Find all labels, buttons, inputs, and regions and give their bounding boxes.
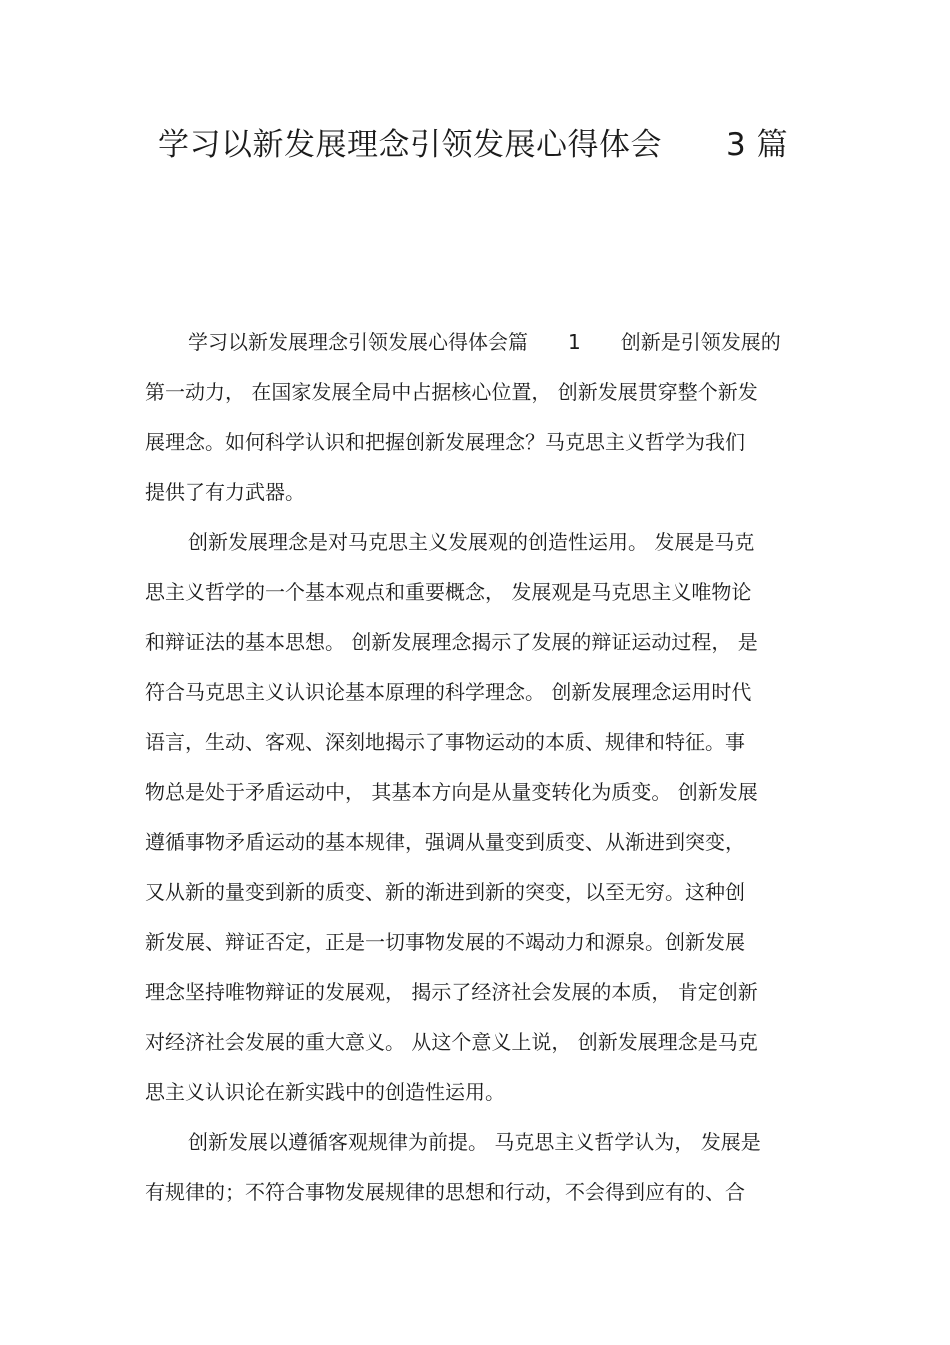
title-count-text: 3 篇 — [726, 127, 789, 163]
body-text-line: 符合马克思主义认识论基本原理的科学理念。 创新发展理念运用时代 — [145, 680, 752, 704]
body-text-line: 学习以新发展理念引领发展心得体会篇 1 创新是引领发展的 — [188, 330, 781, 354]
document-body — [145, 322, 810, 1222]
body-text-line: 思主义哲学的一个基本观点和重要概念， 发展观是马克思主义唯物论 — [145, 580, 752, 604]
body-text-line: 物总是处于矛盾运动中， 其基本方向是从量变转化为质变。 创新发展 — [145, 780, 758, 804]
body-text-line: 语言，生动、客观、深刻地揭示了事物运动的本质、规律和特征。事 — [145, 730, 745, 754]
body-text-line: 有规律的；不符合事物发展规律的思想和行动，不会得到应有的、合 — [145, 1180, 745, 1204]
body-text-line: 理念坚持唯物辩证的发展观， 揭示了经济社会发展的本质， 肯定创新 — [145, 980, 758, 1004]
body-text-line: 新发展、辩证否定，正是一切事物发展的不竭动力和源泉。创新发展 — [145, 930, 745, 954]
title-main-text: 学习以新发展理念引领发展心得体会 — [158, 127, 662, 163]
body-text-line: 和辩证法的基本思想。 创新发展理念揭示了发展的辩证运动过程， 是 — [145, 630, 758, 654]
body-text-line: 又从新的量变到新的质变、新的渐进到新的突变，以至无穷。这种创 — [145, 880, 745, 904]
document-title — [158, 124, 858, 166]
body-text-line: 思主义认识论在新实践中的创造性运用。 — [145, 1080, 505, 1104]
body-text-line: 展理念。如何科学认识和把握创新发展理念？马克思主义哲学为我们 — [145, 430, 745, 454]
body-text-line: 遵循事物矛盾运动的基本规律，强调从量变到质变、从渐进到突变， — [145, 830, 745, 854]
body-text-line: 对经济社会发展的重大意义。 从这个意义上说， 创新发展理念是马克 — [145, 1030, 758, 1054]
body-text-line: 提供了有力武器。 — [145, 480, 305, 504]
body-text-line: 第一动力， 在国家发展全局中占据核心位置， 创新发展贯穿整个新发 — [145, 380, 758, 404]
body-text-line: 创新发展以遵循客观规律为前提。 马克思主义哲学认为， 发展是 — [188, 1130, 761, 1154]
body-text-line: 创新发展理念是对马克思主义发展观的创造性运用。 发展是马克 — [188, 530, 755, 554]
